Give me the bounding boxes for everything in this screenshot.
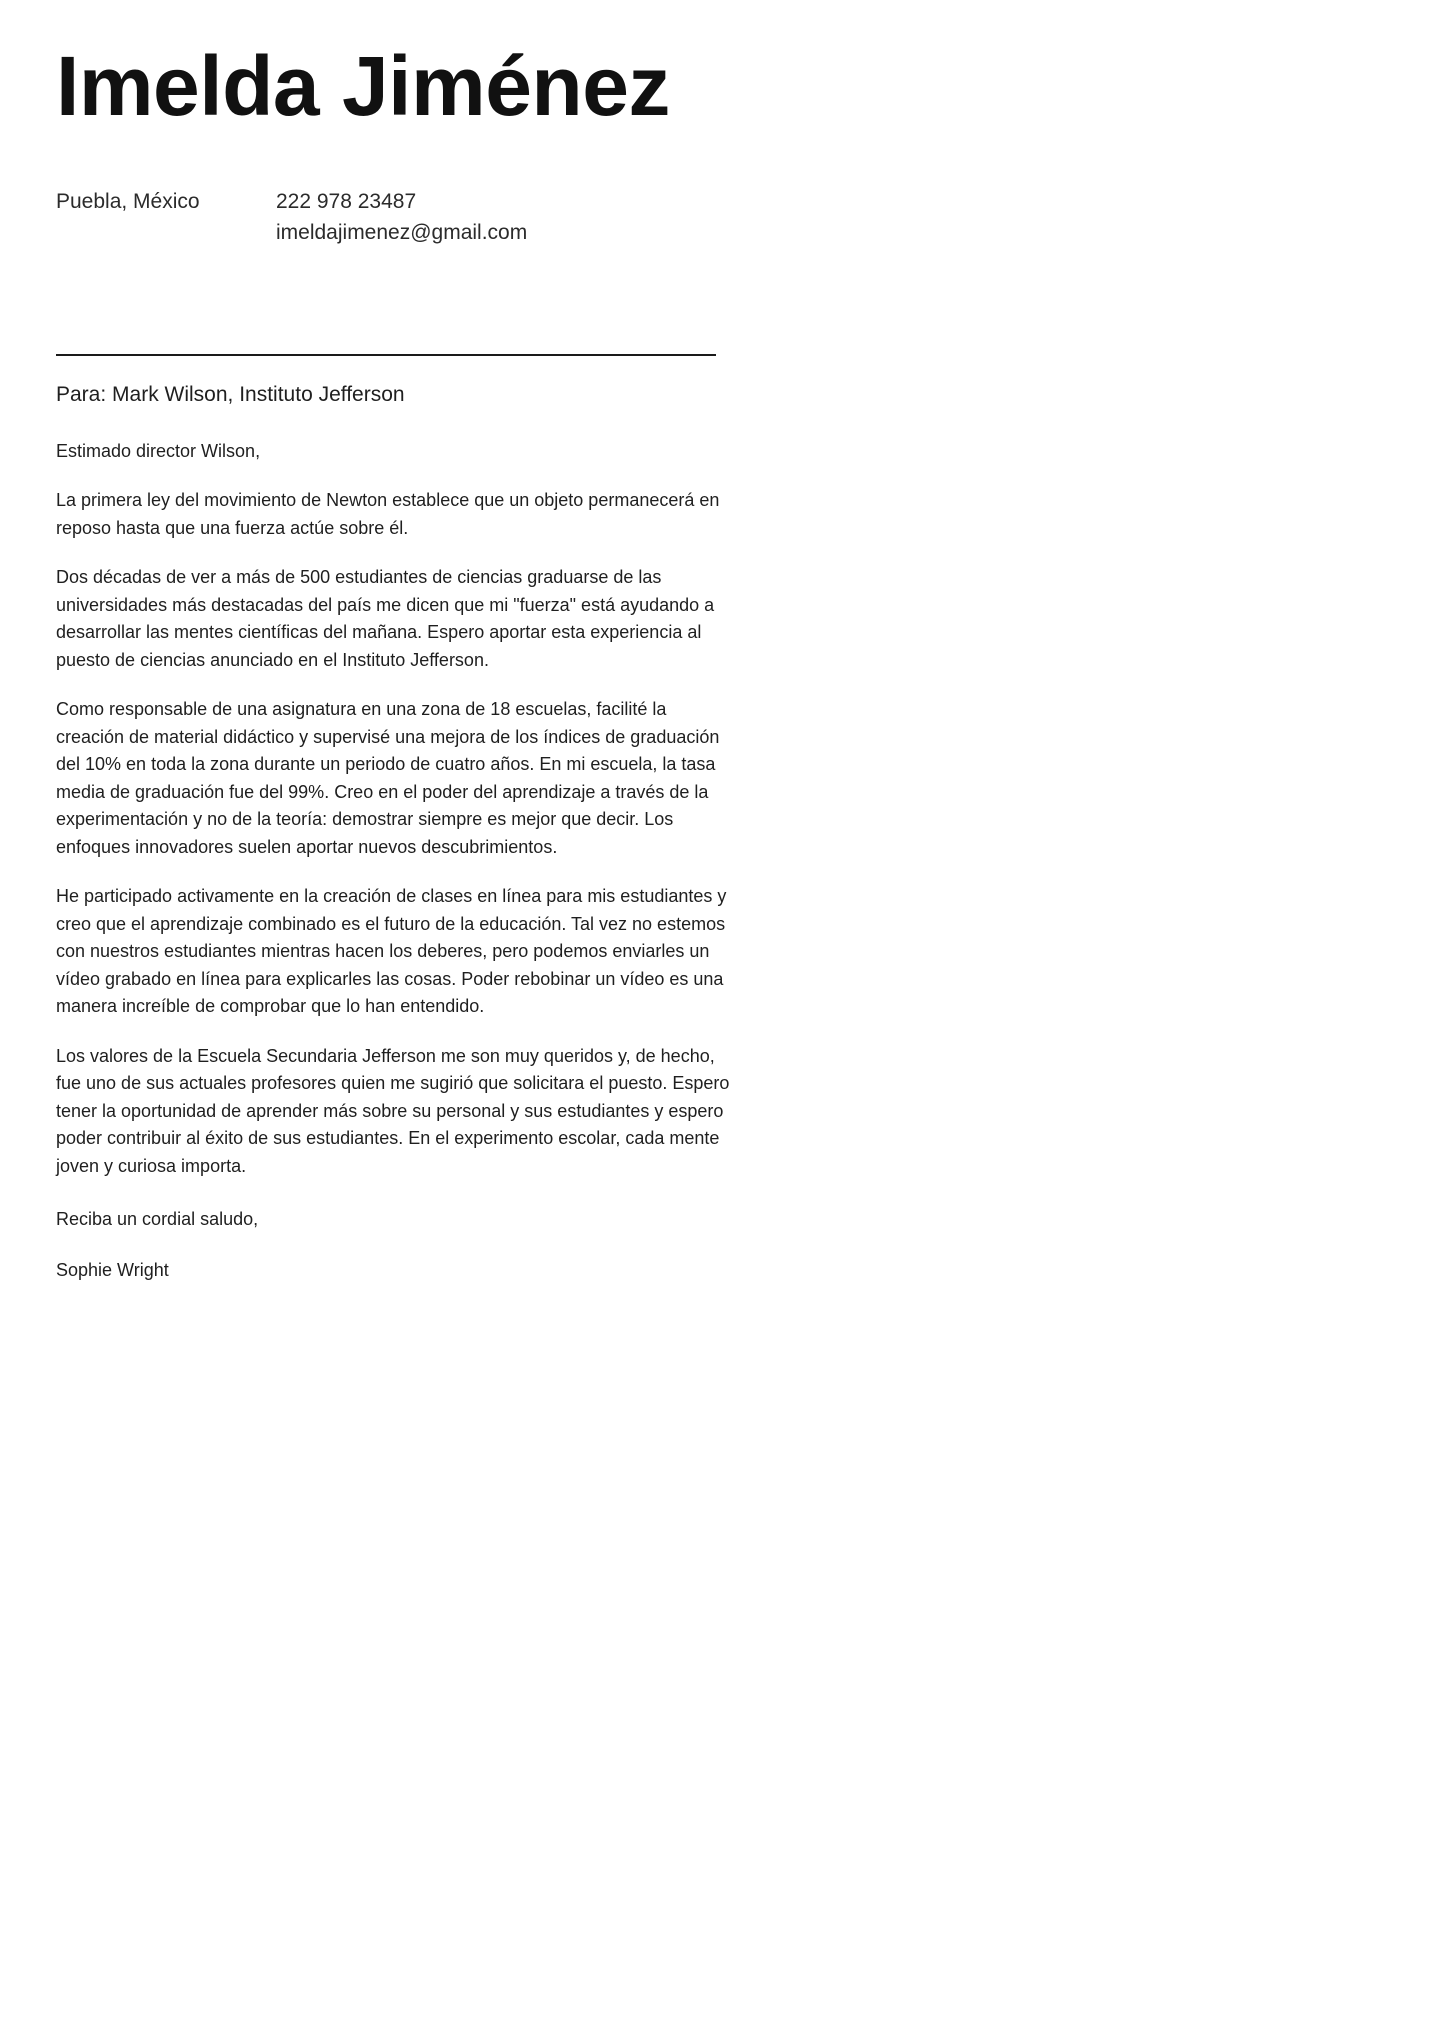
contact-details-column [276,186,527,248]
signature-name: Sophie Wright [56,1260,169,1280]
body-paragraph: Como responsable de una asignatura en una zona de 18 escuelas, facilité la creación de material didáctico y supervisé una mejora de los índices de graduación del 10% en toda la zona durante un periodo de cuatro años. En mi escuela, la tasa media de graduación fue del 99%. Creo en el poder del aprendizaje a través de la experimentación y no de la teoría: demostrar siempre es mejor que decir. Los enfoques innovadores suelen aportar nuevos descubrimientos. [56,699,720,857]
page-title: Imelda Jiménez [56,39,670,133]
salutation: Estimado director Wilson, [56,441,261,461]
letter-body [0,356,732,1284]
body-paragraph: La primera ley del movimiento de Newton establece que un objeto permanecerá en reposo hasta que una fuerza actúe sobre él. [56,490,720,538]
body-paragraph: He participado activamente en la creación de clases en línea para mis estudiantes y creo que el aprendizaje combinado es el futuro de la educación. Tal vez no estemos con nuestros estudiantes mientras hacen los deberes, pero podemos enviarles un vídeo grabado en línea para explicarles las cosas. Poder rebobinar un vídeo es una manera increíble de comprobar que lo han entendido. [56,886,727,1016]
contact-email[interactable]: imeldajimenez@gmail.com [276,221,528,244]
contact-location-column [56,186,276,217]
contact-location: Puebla, México [56,190,200,213]
closing-line: Reciba un cordial saludo, [56,1209,259,1229]
letterhead [0,0,1440,248]
contact-phone: 222 978 23487 [276,190,417,213]
contact-block [0,134,1440,248]
body-paragraph: Los valores de la Escuela Secundaria Jefferson me son muy queridos y, de hecho, fue uno de sus actuales profesores quien me sugirió que solicitara el puesto. Espero tener la oportunidad de aprender más sobre su personal y sus estudiantes y espero poder contribuir al éxito de sus estudiantes. En el experimento escolar, cada mente joven y curiosa importa. [56,1045,730,1176]
body-paragraph: Dos décadas de ver a más de 500 estudiantes de ciencias graduarse de las universidades más destacadas del país me dicen que mi "fuerza" está ayudando a desarrollar las mentes científicas del mañana. Espero aportar esta experiencia al puesto de ciencias anunciado en el Instituto Jefferson. [56,567,715,670]
divider-wrapper [0,248,1440,356]
recipient-line: Para: Mark Wilson, Instituto Jefferson [56,383,405,406]
